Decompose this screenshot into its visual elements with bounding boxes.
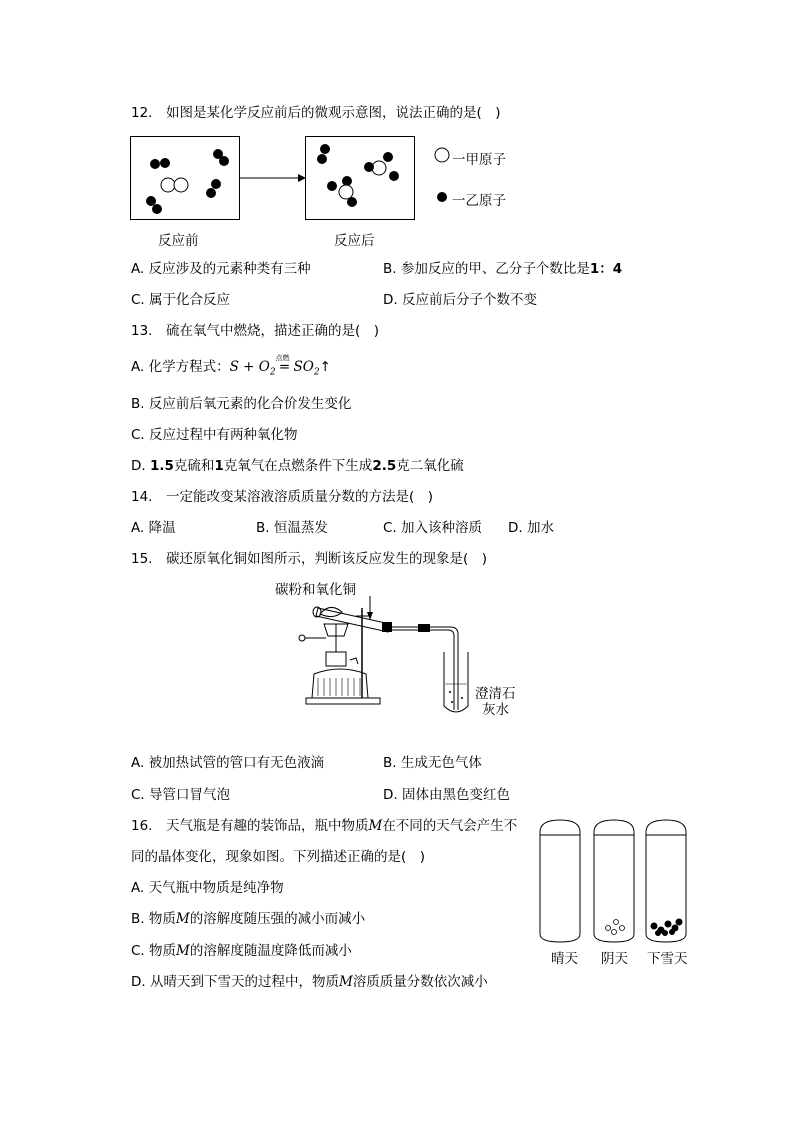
q15-option-c: C. 导管口冒气泡 [131, 787, 231, 803]
q15-stem: 15. 碳还原氧化铜如图所示，判断该反应发生的现象是( ) [131, 551, 488, 567]
q16-c-b: 的溶解度随温度降低而减小 [189, 943, 352, 959]
q12-option-b-ratio: 1：4 [589, 261, 623, 277]
q16-stem1-b: 在不同的天气会产生不 [382, 818, 518, 834]
q16-option-c [131, 942, 352, 960]
bottle-snowy-label: 下雪天 [647, 951, 688, 967]
equation-condition: 点燃 = [276, 358, 294, 376]
q13-d-num3: 2.5 [372, 458, 397, 474]
q12-option-c: C. 属于化合反应 [131, 292, 231, 308]
gas-arrow: ↑ [319, 359, 331, 375]
q13-option-b: B. 反应前后氧元素的化合价发生变化 [131, 396, 352, 412]
weather-bottles [538, 818, 698, 943]
q12-option-d: D. 反应前后分子个数不变 [383, 292, 537, 308]
q13-option-d [131, 457, 464, 475]
q15-option-d: D. 固体由黑色变红色 [383, 787, 510, 803]
legend-white-atom-icon [434, 147, 452, 165]
q16-option-a: A. 天气瓶中物质是纯净物 [131, 880, 284, 896]
equation-right: SO [293, 359, 314, 375]
q16-d-a: D. 从晴天到下雪天的过程中，物质 [131, 974, 339, 990]
q16-b-m: M [175, 911, 190, 927]
q14-option-a: A. 降温 [131, 520, 176, 536]
q16-b-a: B. 物质 [131, 911, 176, 927]
legend-b-label: 一乙原子 [452, 193, 506, 209]
q15-option-a: A. 被加热试管的管口有无色液滴 [131, 755, 325, 771]
q16-option-d [131, 973, 488, 991]
bottle-cloudy-label: 阴天 [601, 951, 628, 967]
q12-option-a: A. 反应涉及的元素种类有三种 [131, 261, 311, 277]
q13-d-pre: D. [131, 458, 150, 474]
limewater-label-line2: 灰水 [482, 702, 509, 718]
q16-c-m: M [176, 943, 190, 959]
before-reaction-box [130, 136, 240, 220]
q14-option-b: B. 恒温蒸发 [256, 520, 328, 536]
q14-stem: 14. 一定能改变某溶液溶质质量分数的方法是( ) [131, 489, 434, 505]
equation-left: S + O [229, 359, 270, 375]
legend-black-atom-icon [435, 189, 453, 207]
limewater-label-line1: 澄清石 [475, 686, 516, 702]
q13-option-a-prefix: A. 化学方程式： [131, 359, 230, 375]
q16-stem-line1 [131, 817, 517, 835]
q14-option-d: D. 加水 [508, 520, 554, 536]
q13-stem: 13. 硫在氧气中燃烧，描述正确的是( ) [131, 323, 380, 339]
reaction-arrow [238, 172, 308, 184]
carbon-reduction-apparatus [290, 594, 550, 724]
q16-stem1-m: M [368, 818, 383, 834]
apparatus-tube-label: 碳粉和氧化铜 [275, 582, 356, 598]
q13-d-text1: 克硫和 [173, 458, 215, 474]
q13-option-a [131, 354, 331, 382]
equation-condition-text: 点燃 [275, 354, 290, 362]
q13-d-num1: 1.5 [149, 458, 174, 474]
q13-d-text2: 克氧气在点燃条件下生成 [223, 458, 373, 474]
q13-option-c: C. 反应过程中有两种氧化物 [131, 427, 298, 443]
q12-option-b-text: B. 参加反应的甲、乙分子个数比是 [383, 261, 590, 277]
q16-stem1-a: 16. 天气瓶是有趣的装饰品，瓶中物质 [131, 818, 369, 834]
before-molecules [131, 137, 239, 219]
q14-option-c: C. 加入该种溶质 [383, 520, 483, 536]
equation-sub-o2: 2 [269, 367, 276, 378]
after-reaction-box [305, 136, 415, 220]
q16-stem-line2: 同的晶体变化，现象如图。下列描述正确的是( ) [131, 849, 426, 865]
q12-option-b [383, 260, 622, 278]
q15-option-b: B. 生成无色气体 [383, 755, 482, 771]
q16-c-a: C. 物质 [131, 943, 177, 959]
q13-d-num2: 1 [214, 458, 224, 474]
after-caption: 反应后 [334, 233, 375, 249]
after-molecules [306, 137, 414, 219]
equation-sub-so2: 2 [313, 367, 320, 378]
q12-stem: 12. 如图是某化学反应前后的微观示意图，说法正确的是( ) [131, 105, 501, 121]
bottle-sunny-label: 晴天 [551, 951, 578, 967]
legend-a-label: 一甲原子 [452, 152, 506, 168]
q16-d-m: M [338, 974, 353, 990]
q13-d-text3: 克二氧化硫 [396, 458, 464, 474]
q16-b-b: 的溶解度随压强的减小而减小 [189, 911, 366, 927]
q16-option-b [131, 910, 365, 928]
q16-d-b: 溶质质量分数依次减小 [352, 974, 488, 990]
before-caption: 反应前 [158, 233, 199, 249]
